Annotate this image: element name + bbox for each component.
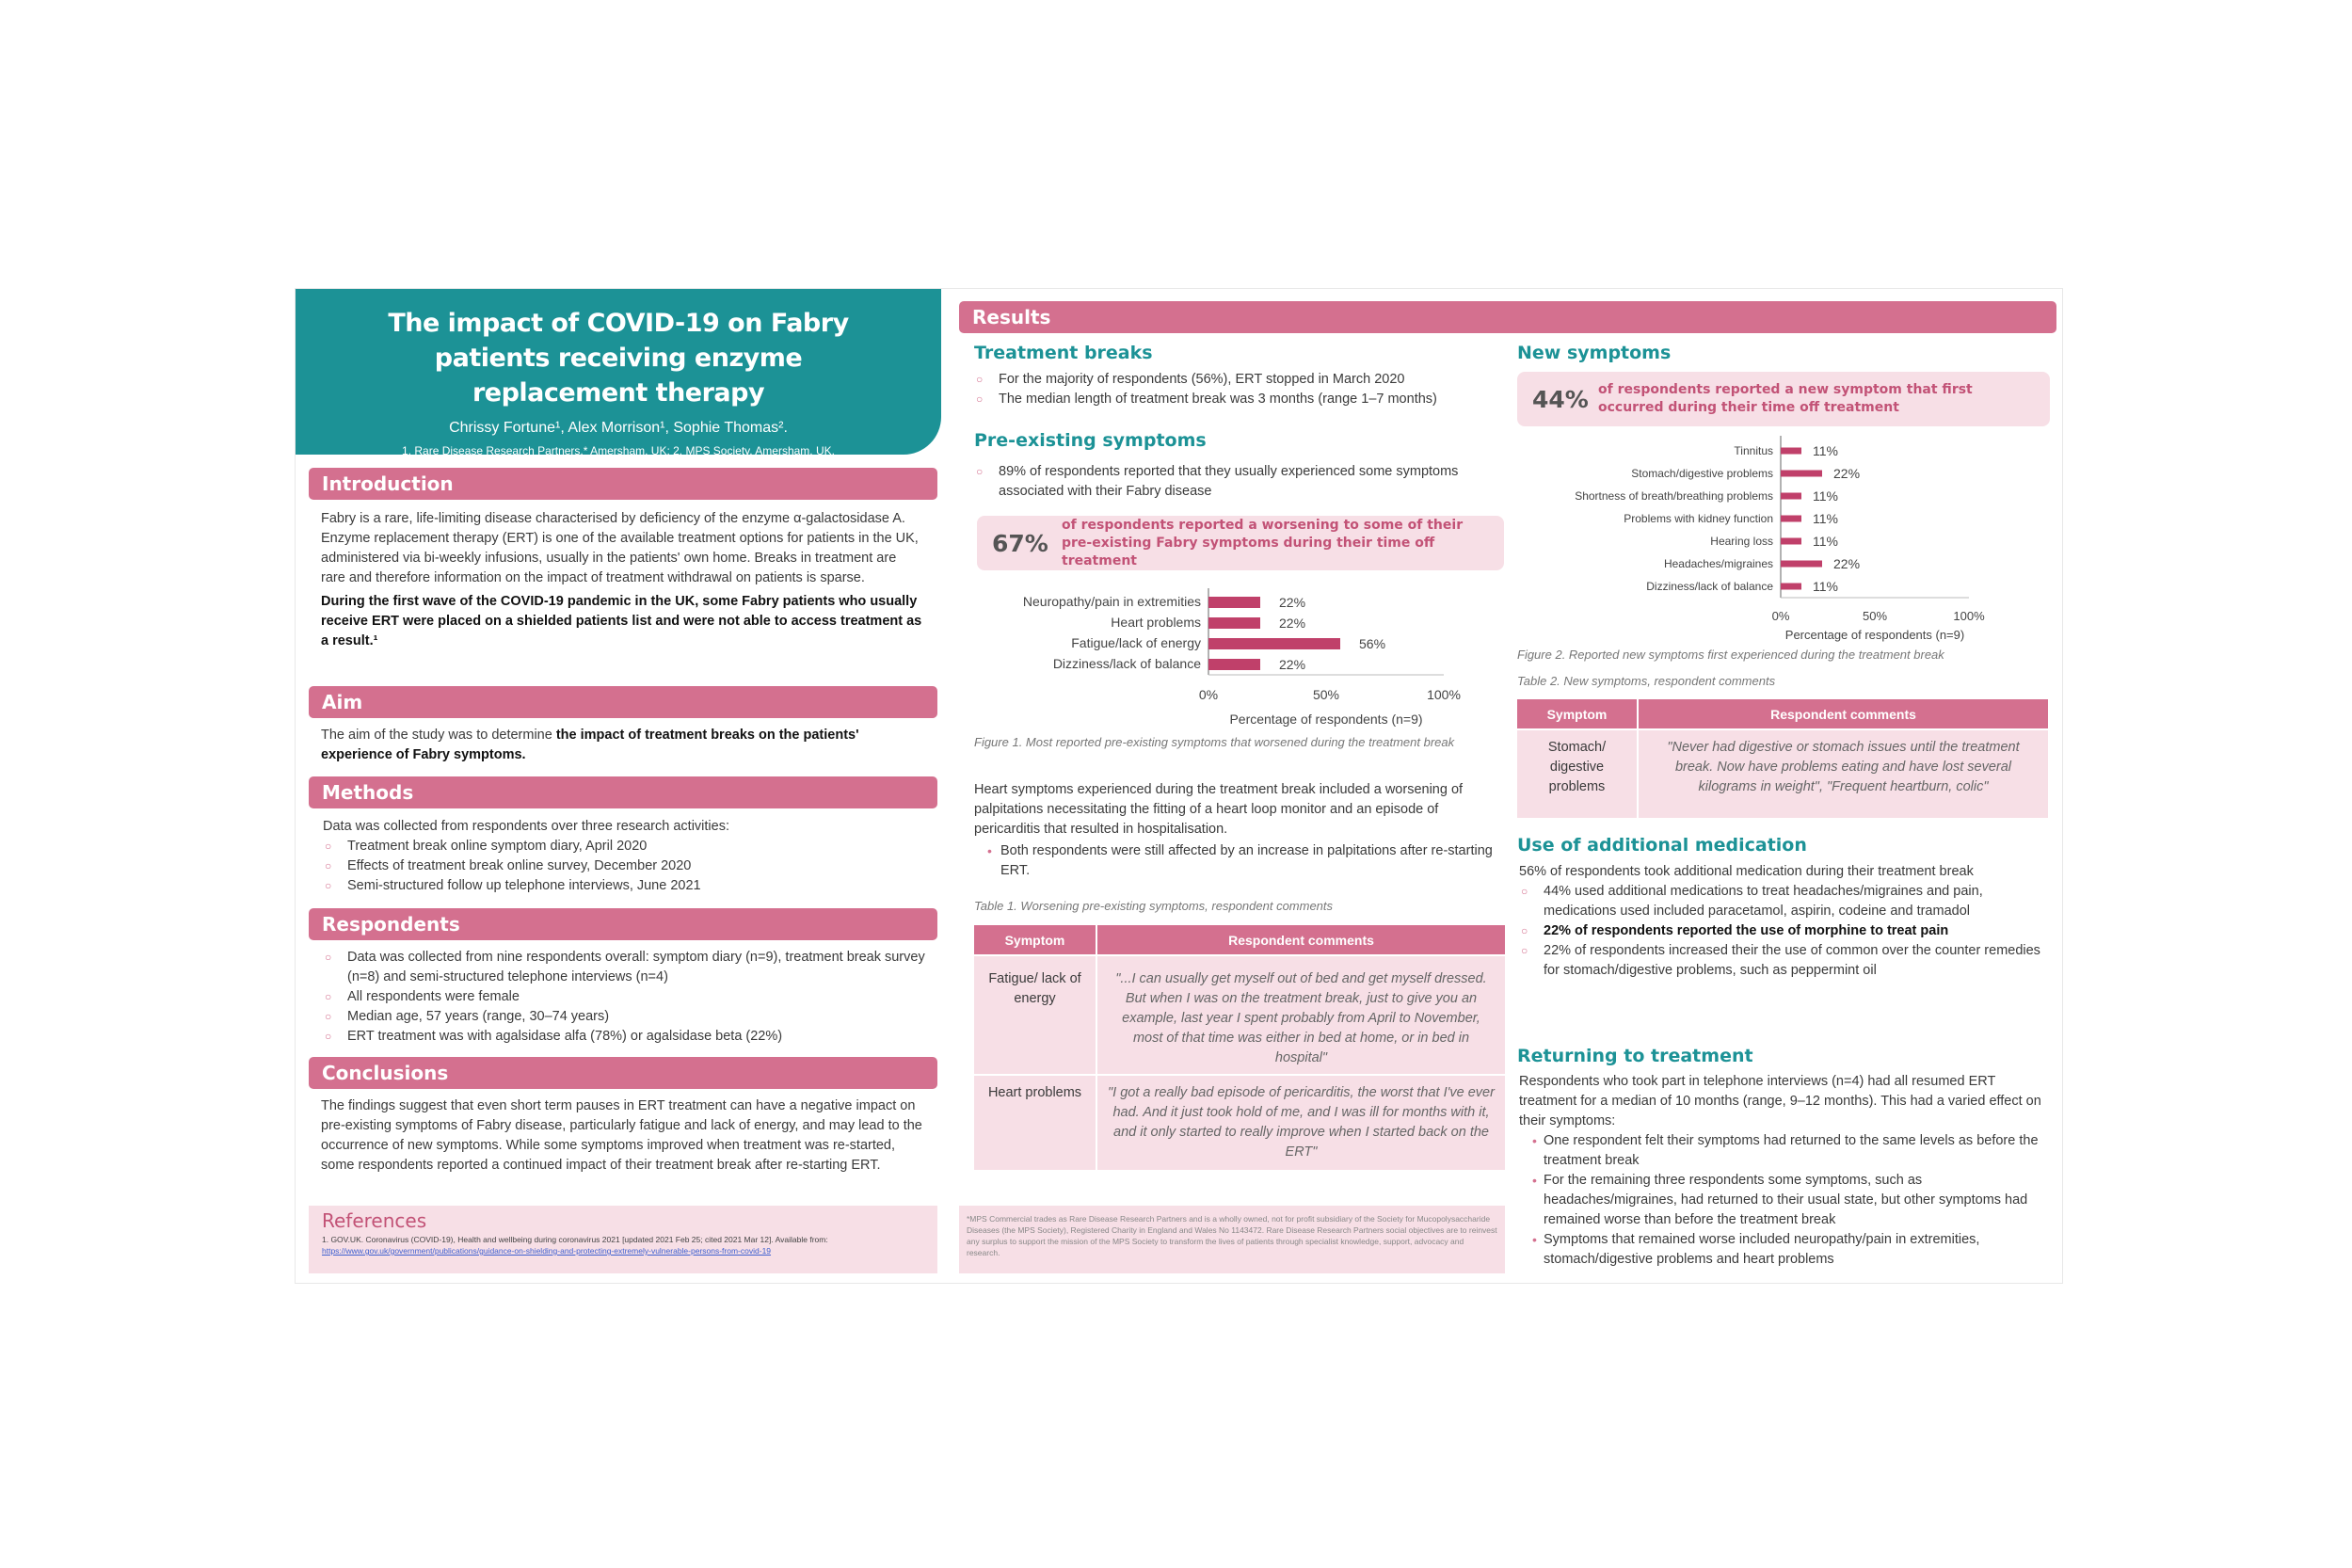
chart-value-label: 11% — [1813, 579, 1838, 594]
introduction-heading: Introduction — [309, 468, 937, 500]
references-box — [309, 1206, 937, 1273]
chart-value-label: 11% — [1813, 534, 1838, 549]
new-symptoms-chart — [1517, 434, 2050, 648]
title-block — [296, 289, 941, 455]
table-cell-comment: "...I can usually get myself out of bed and get myself dressed. But when I was on the treatment break, just to give you an example, last year I spent probably from April to November, most of that time was either in bed at home, or in bed in hospital" — [1096, 955, 1506, 1075]
figure1-caption: Figure 1. Most reported pre-existing symptoms that worsened during the treatment break — [974, 735, 1455, 749]
list-item: • For the remaining three respondents some symptoms, such as headaches/migraines, had returned to their usual state, but other symptoms had remained worse than before the treatment break — [1519, 1171, 2056, 1230]
table-cell-symptom: Fatigue/ lack of energy — [974, 955, 1096, 1075]
chart-bar — [1781, 516, 1801, 522]
chart-category-label: Problems with kidney function — [1624, 512, 1773, 525]
chart-bar — [1781, 538, 1801, 545]
table-header-row — [1517, 699, 2049, 729]
results-heading: Results — [959, 301, 2056, 333]
aim-heading: Aim — [309, 686, 937, 718]
introduction-section — [321, 509, 923, 651]
references-text — [322, 1234, 934, 1256]
list-item: ○ All respondents were female — [323, 987, 939, 1007]
table-cell-symptom: Stomach/ digestive problems — [1517, 729, 1638, 818]
new-symptoms-heading: New symptoms — [1517, 343, 1672, 363]
list-item: ○ Semi-structured follow up telephone interviews, June 2021 — [323, 876, 925, 896]
chart-category-label: Heart problems — [1111, 615, 1201, 630]
table-header-row — [974, 925, 1506, 955]
chart-tick-label: 100% — [1953, 609, 1985, 623]
table1 — [974, 925, 1507, 1170]
stat-percentage: 67% — [992, 529, 1048, 557]
conclusions-text: The findings suggest that even short term pauses in ERT treatment can have a negative impact on pre-existing symptoms of Fabry disease, particularly fatigue and lack of energy, and may lead to the occurrence of new symptoms. While some symptoms improved when treatment was re-started, some respondents reported a continued impact of their treatment break after re-starting ERT. — [321, 1098, 922, 1173]
chart-tick-label: 50% — [1862, 609, 1888, 623]
chart-category-label: Dizziness/lack of balance — [1052, 656, 1201, 671]
poster-title: The impact of COVID-19 on Fabry patients receiving enzyme replacement therapy — [388, 309, 849, 408]
table-header: Respondent comments — [1096, 925, 1506, 955]
chart-bar — [1781, 584, 1801, 590]
heart-symptoms-text: Heart symptoms experienced during the treatment break included a worsening of palpitations necessitating the fitting of a heart loop monitor and an episode of pericarditis that resulted in hospitalisation. — [974, 782, 1464, 837]
chart-category-label: Dizziness/lack of balance — [1646, 580, 1773, 593]
methods-heading: Methods — [309, 776, 937, 808]
list-item: • Both respondents were still affected by an increase in palpitations after re-starting ERT. — [974, 841, 1501, 881]
chart-value-label: 22% — [1833, 556, 1861, 571]
authors: Chrissy Fortune¹, Alex Morrison¹, Sophie Thomas². — [449, 420, 788, 436]
additional-medication-list — [1519, 882, 2051, 981]
returning-section — [1519, 1072, 2056, 1270]
stat-box-44 — [1517, 372, 2050, 426]
methods-intro: Data was collected from respondents over three research activities: — [323, 819, 729, 834]
chart-bar — [1781, 471, 1822, 477]
chart-bar — [1781, 448, 1801, 455]
stat-percentage: 44% — [1532, 385, 1589, 413]
list-item: • One respondent felt their symptoms had returned to the same levels as before the treatment break — [1519, 1131, 2056, 1171]
chart-value-label: 22% — [1279, 657, 1306, 672]
respondents-list — [323, 948, 939, 1047]
references-heading: References — [322, 1209, 427, 1232]
respondents-section — [323, 948, 939, 1047]
table2 — [1517, 699, 2050, 818]
poster — [295, 288, 2063, 1284]
chart-tick-label: 0% — [1198, 687, 1219, 702]
table-cell-comment: "I got a really bad episode of pericarditis, the worst that I've ever had. And it just took hold of me, and I was ill for months with it, and it only started to really improve when I started back on the ERT" — [1096, 1075, 1506, 1170]
chart-x-axis-label: Percentage of respondents (n=9) — [1229, 712, 1423, 727]
table-header: Symptom — [974, 925, 1096, 955]
chart-value-label: 56% — [1359, 636, 1386, 651]
chart-category-label: Hearing loss — [1710, 535, 1773, 548]
treatment-breaks-heading: Treatment breaks — [974, 343, 1153, 363]
chart-bar — [1781, 561, 1822, 568]
list-item: ○ Data was collected from nine respondents overall: symptom diary (n=9), treatment break survey (n=8) and semi-structured telephone interviews (n=4) — [323, 948, 939, 987]
list-item: ○ Median age, 57 years (range, 30–74 years) — [323, 1007, 939, 1027]
stat-text: of respondents reported a new symptom that first occurred during their time off treatment — [1598, 382, 1973, 415]
chart-tick-label: 100% — [1427, 687, 1461, 702]
additional-medication-section — [1519, 862, 2051, 981]
stat-text: of respondents reported a worsening to some of their pre-existing Fabry symptoms during their time off treatment — [1062, 517, 1464, 568]
table-row — [974, 955, 1506, 1075]
heart-symptoms-list — [974, 841, 1501, 881]
table1-caption: Table 1. Worsening pre-existing symptoms, respondent comments — [974, 899, 1334, 913]
treatment-breaks-list — [974, 370, 1539, 409]
chart-category-label: Headaches/migraines — [1663, 557, 1773, 570]
footnote-text: *MPS Commercial trades as Rare Disease Research Partners and is a wholly owned, not for profit subsidiary of the Society for Mucopolysaccharide Diseases (the MPS Society), Registered Charity in England and Wales No 1143472. Rare Disease Research Partners social objectives are to reinvest any surplus to support the mission of the MPS Society to transform the lives of patients through specialist knowledge, support, advocacy and research. — [967, 1214, 1497, 1257]
chart-value-label: 22% — [1279, 595, 1306, 610]
chart-bar — [1208, 659, 1260, 670]
returning-intro: Respondents who took part in telephone interviews (n=4) had all resumed ERT treatment for a median of 10 months (range, 9–12 months). This had a varied effect on their symptoms: — [1519, 1074, 2041, 1128]
pre-existing-symptoms-heading: Pre-existing symptoms — [974, 430, 1207, 451]
reference-link[interactable]: https://www.gov.uk/government/publications/guidance-on-shielding-and-protecting-extremely-vulnerable-persons-from-covid-19 — [322, 1246, 772, 1256]
treatment-breaks-section — [974, 370, 1539, 409]
chart-category-label: Stomach/digestive problems — [1631, 467, 1773, 480]
table-row — [974, 1075, 1506, 1170]
introduction-bold-text: During the first wave of the COVID-19 pandemic in the UK, some Fabry patients who usually receive ERT were placed on a shielded patients list and were not able to access treatment as a result.¹ — [321, 594, 922, 648]
chart-x-axis-label: Percentage of respondents (n=9) — [1784, 628, 1965, 642]
aim-bold-text: the impact of treatment breaks on the patients' experience of Fabry symptoms. — [321, 728, 859, 762]
footnote-box — [959, 1206, 1505, 1273]
table2-caption: Table 2. New symptoms, respondent comments — [1517, 674, 1776, 688]
methods-section — [323, 817, 925, 896]
chart-bar — [1208, 597, 1260, 608]
chart-value-label: 22% — [1833, 466, 1861, 481]
respondents-heading: Respondents — [309, 908, 937, 940]
figure2-caption: Figure 2. Reported new symptoms first experienced during the treatment break — [1517, 648, 1944, 662]
list-item: ○ The median length of treatment break was 3 months (range 1–7 months) — [974, 390, 1539, 409]
aim-section — [321, 726, 933, 765]
chart-tick-label: 0% — [1771, 609, 1790, 623]
methods-list — [323, 837, 925, 896]
returning-list — [1519, 1131, 2056, 1270]
pre-existing-section — [974, 462, 1501, 502]
list-item: ○ ERT treatment was with agalsidase alfa (78%) or agalsidase beta (22%) — [323, 1027, 939, 1047]
list-item: ○ 22% of respondents increased their the use of common over the counter remedies for stomach/digestive problems, such as peppermint oil — [1519, 941, 2051, 981]
table-cell-comment: "Never had digestive or stomach issues until the treatment break. Now have problems eating and have lost several kilograms in weight", "Frequent heartburn, colic" — [1638, 729, 2049, 818]
stat-box-67 — [977, 516, 1504, 570]
heart-symptoms-section — [974, 841, 1501, 881]
chart-category-label: Shortness of breath/breathing problems — [1575, 489, 1773, 503]
list-item: ○ 89% of respondents reported that they usually experienced some symptoms associated with their Fabry disease — [974, 462, 1501, 502]
table-header: Respondent comments — [1638, 699, 2049, 729]
table-header: Symptom — [1517, 699, 1638, 729]
table-row — [1517, 729, 2049, 818]
additional-medication-heading: Use of additional medication — [1517, 835, 1807, 856]
chart-category-label: Neuropathy/pain in extremities — [1022, 594, 1201, 609]
table-cell-symptom: Heart problems — [974, 1075, 1096, 1170]
list-item: ○ 22% of respondents reported the use of morphine to treat pain — [1519, 921, 2051, 941]
pre-existing-list — [974, 462, 1501, 502]
chart-category-label: Fatigue/lack of energy — [1071, 635, 1201, 650]
introduction-text: Fabry is a rare, life-limiting disease characterised by deficiency of the enzyme α-galactosidase A. Enzyme replacement therapy (ERT) is one of the available treatment options for patients in the UK, administered via bi-weekly infusions, usually in the patients' own home. Breaks in treatment are rare and therefore information on the impact of treatment withdrawal on patients is sparse. — [321, 511, 919, 585]
list-item: ○ For the majority of respondents (56%), ERT stopped in March 2020 — [974, 370, 1539, 390]
chart-bar — [1781, 493, 1801, 500]
pre-existing-symptoms-chart — [973, 583, 1500, 733]
list-item: ○ Effects of treatment break online survey, December 2020 — [323, 856, 925, 876]
reference-citation: 1. GOV.UK. Coronavirus (COVID-19), Health and wellbeing during coronavirus 2021 [updated 2021 Feb 25; cited 2021 Mar 12]. Available from: — [322, 1235, 828, 1244]
chart-value-label: 11% — [1813, 443, 1838, 458]
conclusions-heading: Conclusions — [309, 1057, 937, 1089]
returning-heading: Returning to treatment — [1517, 1046, 1753, 1066]
additional-medication-intro: 56% of respondents took additional medication during their treatment break — [1519, 864, 1974, 879]
chart-value-label: 22% — [1279, 616, 1306, 631]
chart-bar — [1208, 617, 1260, 629]
chart-value-label: 11% — [1813, 488, 1838, 504]
chart-tick-label: 50% — [1312, 687, 1340, 702]
list-item: • Symptoms that remained worse included neuropathy/pain in extremities, stomach/digestive problems and heart problems — [1519, 1230, 2056, 1270]
chart-bar — [1208, 638, 1340, 649]
aim-text: The aim of the study was to determine — [321, 728, 556, 743]
list-item: ○ 44% used additional medications to treat headaches/migraines and pain, medications used included paracetamol, aspirin, codeine and tramadol — [1519, 882, 2051, 921]
chart-category-label: Tinnitus — [1734, 444, 1773, 457]
list-item: ○ Treatment break online symptom diary, April 2020 — [323, 837, 925, 856]
affiliations: 1. Rare Disease Research Partners,* Amersham, UK; 2. MPS Society, Amersham, UK. — [402, 444, 835, 457]
chart-value-label: 11% — [1813, 511, 1838, 526]
